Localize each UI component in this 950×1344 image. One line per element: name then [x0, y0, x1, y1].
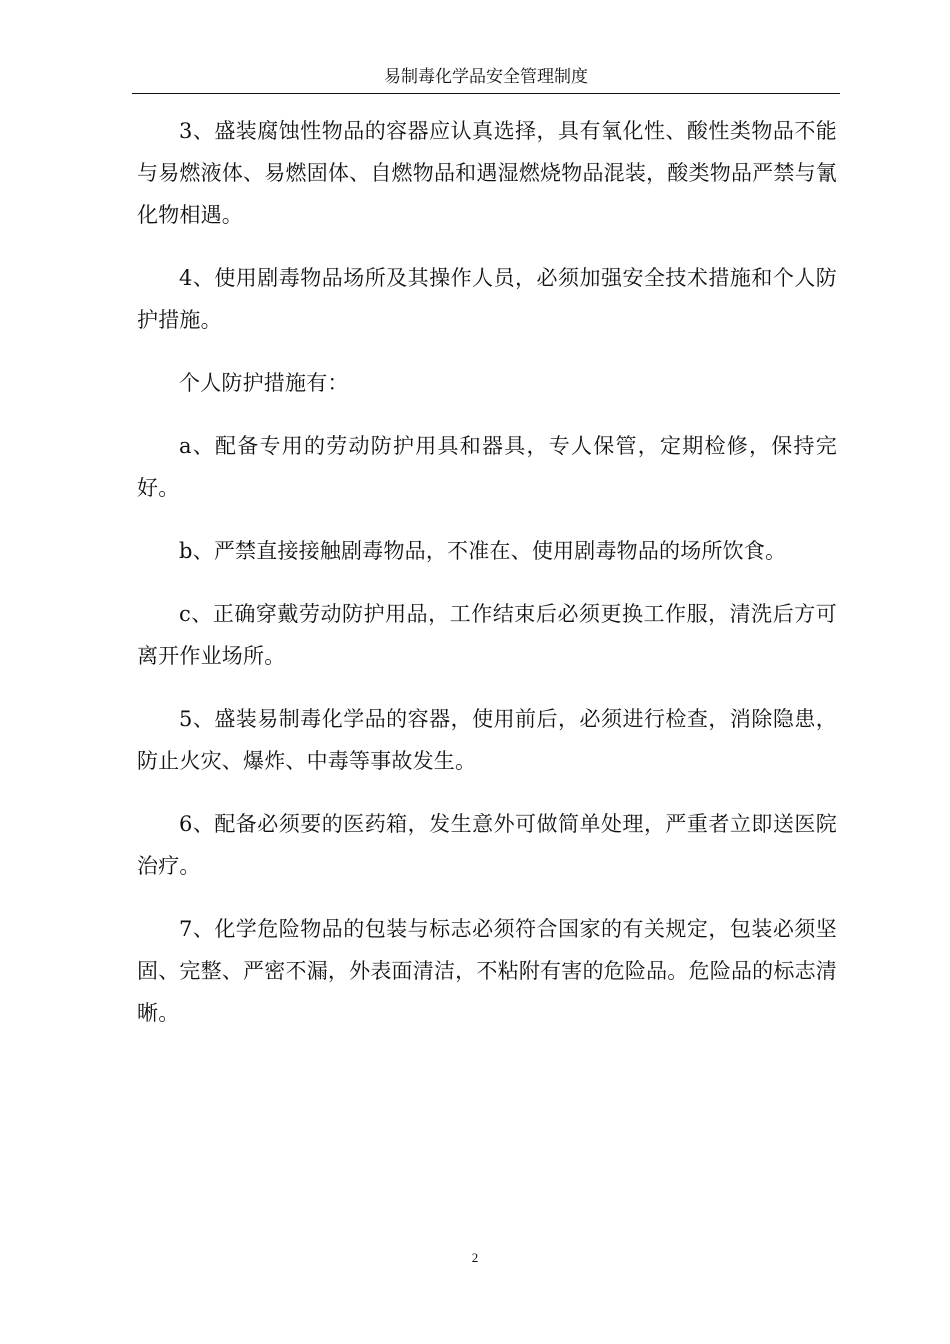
- document-body: [137, 110, 837, 1034]
- paragraph-item-5: 5、盛装易制毒化学品的容器，使用前后，必须进行检查，消除隐患，防止火灾、爆炸、中毒等事故发生。: [137, 707, 837, 773]
- page-header-title: 易制毒化学品安全管理制度: [384, 67, 588, 87]
- paragraph-gap: [137, 572, 837, 593]
- paragraph-gap: [137, 341, 837, 362]
- paragraph-item-6: 6、配备必须要的医药箱，发生意外可做简单处理，严重者立即送医院治疗。: [137, 812, 837, 878]
- paragraph-item-a: a、配备专用的劳动防护用具和器具，专人保管，定期检修，保持完好。: [137, 434, 837, 500]
- paragraph-item-7: 7、化学危险物品的包装与标志必须符合国家的有关规定，包装必须坚固、完整、严密不漏，外表面清洁，不粘附有害的危险品。危险品的标志清晰。: [137, 917, 837, 1025]
- paragraph-item-3: 3、盛装腐蚀性物品的容器应认真选择，具有氧化性、酸性类物品不能与易燃液体、易燃固体、自燃物品和遇湿燃烧物品混装，酸类物品严禁与氰化物相遇。: [137, 119, 837, 227]
- paragraph-protection-heading: 个人防护措施有：: [179, 371, 349, 395]
- paragraph-gap: [137, 236, 837, 257]
- paragraph-item-4: 4、使用剧毒物品场所及其操作人员，必须加强安全技术措施和个人防护措施。: [137, 266, 837, 332]
- header-divider: [132, 93, 840, 94]
- paragraph-gap: [137, 677, 837, 698]
- paragraph-item-c: c、正确穿戴劳动防护用品，工作结束后必须更换工作服，清洗后方可离开作业场所。: [137, 602, 837, 668]
- paragraph-gap: [137, 887, 837, 908]
- paragraph-item-b: b、严禁直接接触剧毒物品，不准在、使用剧毒物品的场所饮食。: [179, 539, 787, 563]
- paragraph-gap: [137, 404, 837, 425]
- paragraph-gap: [137, 509, 837, 530]
- page-number: 2: [471, 1250, 479, 1265]
- paragraph-gap: [137, 782, 837, 803]
